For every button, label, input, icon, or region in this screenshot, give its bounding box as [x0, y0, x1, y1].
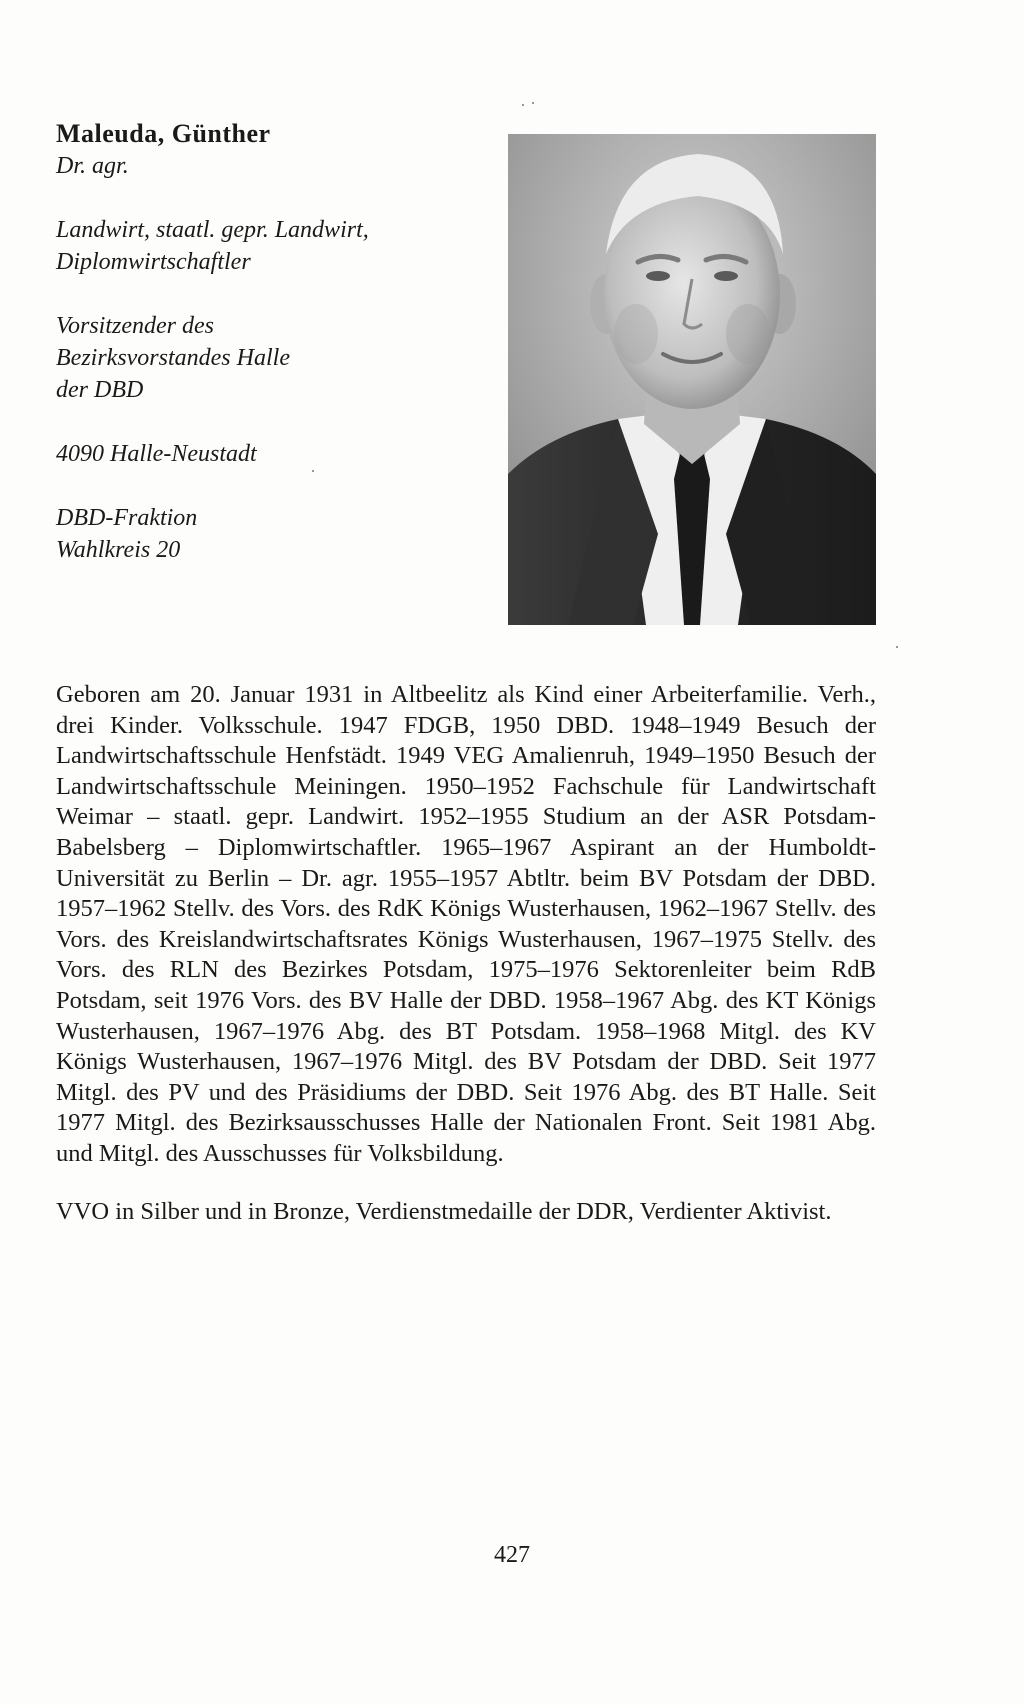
faction-block	[56, 502, 456, 566]
position-line: der DBD	[56, 377, 144, 403]
scan-speck	[312, 470, 314, 472]
entry-header	[56, 118, 456, 566]
position-line: Vorsitzender des	[56, 313, 214, 339]
awards-text: VVO in Silber und in Bronze, Verdienstmedaille der DDR, Verdienter Aktivist.	[56, 1198, 832, 1225]
person-name: Maleuda, Günther	[56, 119, 271, 148]
scan-speck	[896, 646, 898, 648]
portrait-photo	[508, 134, 876, 625]
page-number: 427	[494, 1542, 530, 1568]
portrait-photo-icon	[508, 134, 876, 625]
position-line: Bezirksvorstandes Halle	[56, 345, 290, 371]
profession-line: Landwirt, staatl. gepr. Landwirt,	[56, 217, 369, 243]
address-block	[56, 438, 456, 470]
faction-line: DBD-Fraktion	[56, 505, 198, 531]
address: 4090 Halle-Neustadt	[56, 441, 257, 467]
scan-speck	[522, 104, 524, 106]
profession-line: Diplomwirtschaftler	[56, 249, 251, 275]
scan-speck	[532, 102, 534, 104]
constituency-line: Wahlkreis 20	[56, 537, 181, 563]
profession-block	[56, 214, 456, 278]
academic-degree: Dr. agr.	[56, 153, 129, 179]
position-block	[56, 310, 456, 406]
biography-text: Geboren am 20. Januar 1931 in Altbeelitz als Kind einer Arbeiterfamilie. Verh., drei Kinder. Volksschule. 1947 FDGB, 1950 DBD. 1948–1949 Besuch der Landwirtschaftsschule Henfstädt. 1949 VEG Amalienruh, 1949–1950 Besuch der Landwirtschaftsschule Meiningen. 1950–1952 Fachschule für Landwirtschaft Weimar – staatl. gepr. Landwirt. 1952–1955 Studium an der ASR Potsdam-Babelsberg – Diplomwirtschaftler. 1965–1967 Aspirant an der Humboldt-Universität zu Berlin – Dr. agr. 1955–1957 Abtltr. beim BV Potsdam der DBD. 1957–1962 Stellv. des Vors. des RdK Königs Wusterhausen, 1962–1967 Stellv. des Vors. des Kreislandwirtschaftsrates Königs Wusterhausen, 1967–1975 Stellv. des Vors. des RLN des Bezirkes Potsdam, 1975–1976 Sektorenleiter beim RdB Potsdam, seit 1976 Vors. des BV Halle der DBD. 1958–1967 Abg. des KT Königs Wusterhausen, 1967–1976 Abg. des BT Potsdam. 1958–1968 Mitgl. des KV Königs Wusterhausen, 1967–1976 Mitgl. des BV Potsdam der DBD. Seit 1977 Mitgl. des PV und des Präsidiums der DBD. Seit 1976 Abg. des BT Halle. Seit 1977 Mitgl. des Bezirksausschusses Halle der Nationalen Front. Seit 1981 Abg. und Mitgl. des Ausschusses für Volksbildung.	[56, 681, 876, 1167]
